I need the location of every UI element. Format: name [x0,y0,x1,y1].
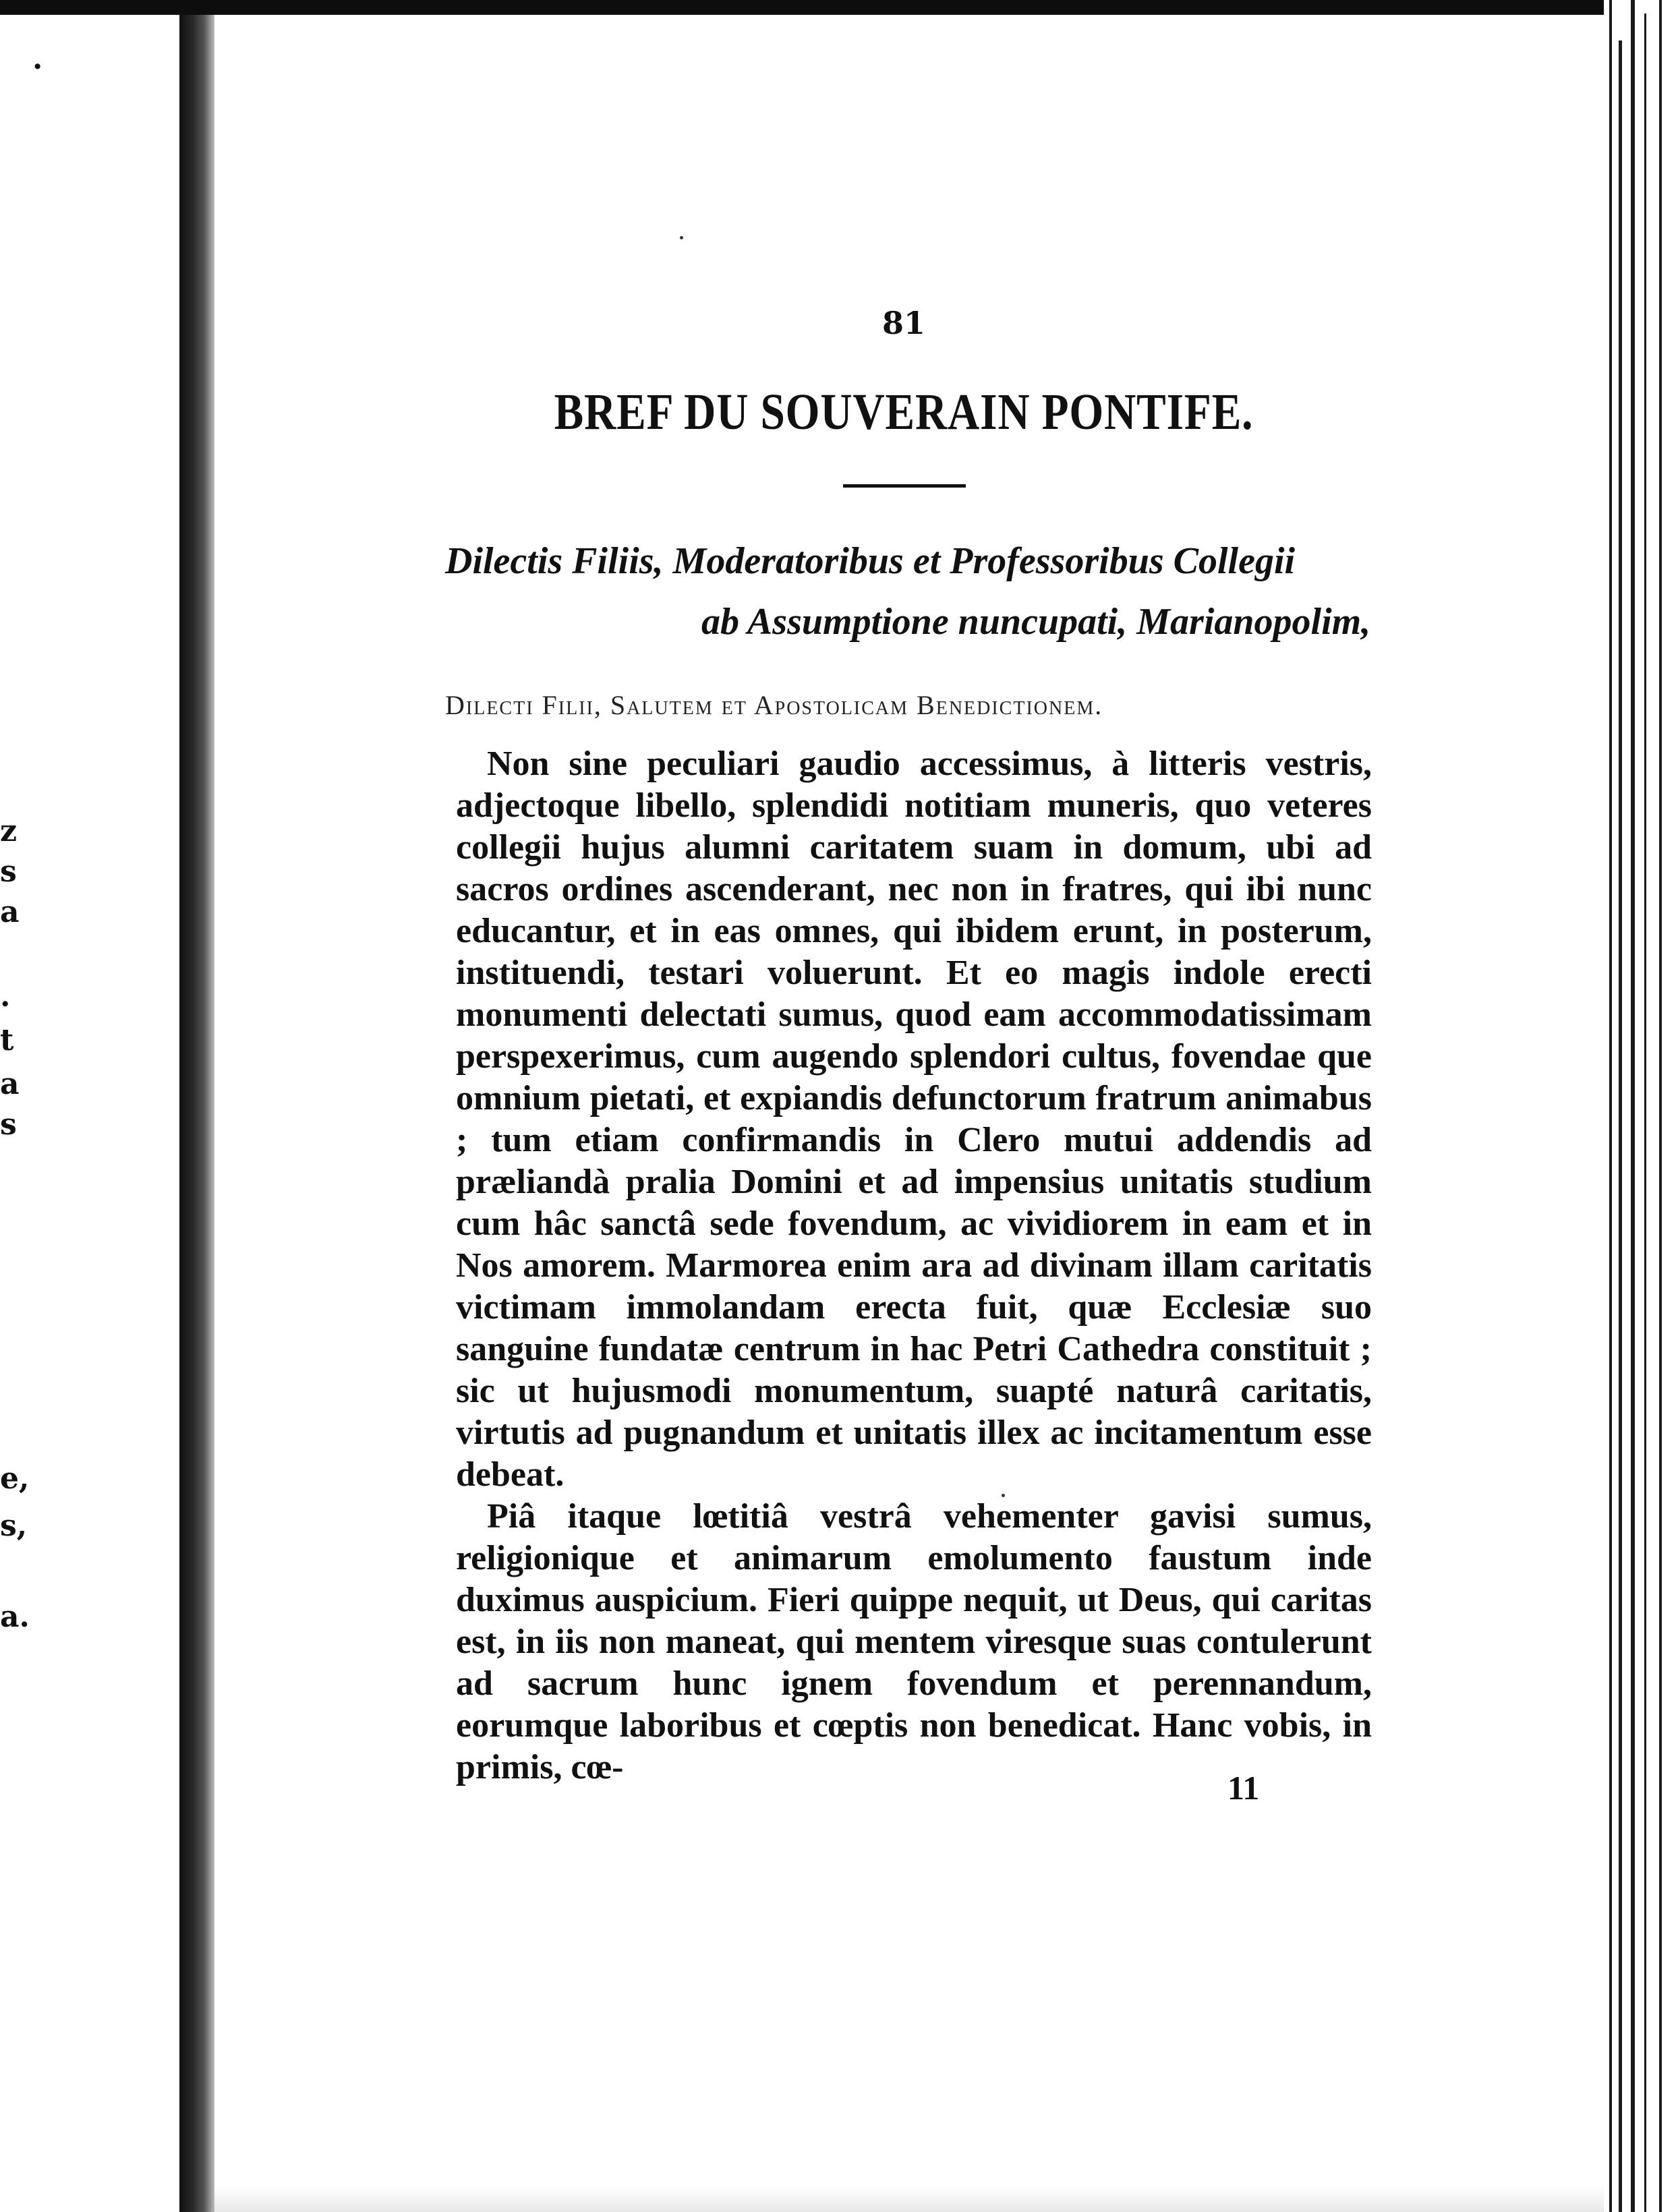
edge-fragment: t [0,1023,14,1057]
page-edge-line [1659,0,1662,2212]
scan-speck [680,236,683,239]
page-edge-line [1619,40,1622,2212]
page-bottom-shade [214,2185,1604,2212]
body-text [456,743,1372,1788]
signature-mark: 11 [1227,1769,1260,1807]
paragraph: Piâ itaque lœtitiâ vestrâ vehementer gavisi sumus, religionique et animarum emolumento faustum inde duximus auspicium. Fieri quippe nequit, ut Deus, qui caritas est, in iis non maneat, qui mentem viresque suas contulerunt ad sacrum hunc ignem fovendum et perennandum, eorumque laboribus et cœptis non benedicat. Hanc vobis, in primis, cœ- [456,1497,1372,1786]
book-gutter [179,15,214,2212]
previous-page-edge [0,15,189,2212]
page-title: BREF DU SOUVERAIN PONTIFE. [554,384,1254,440]
edge-fragment: s [0,854,17,889]
edge-fragment: s, [0,1509,28,1543]
edge-fragment: . [32,42,43,76]
page-edges-right [1604,0,1678,2212]
address-line-1: Dilectis Filiis, Moderatoribus et Professoribus Collegii [445,540,1296,582]
edge-fragment: a. [0,1600,30,1634]
scan-top-border [0,0,1678,15]
title-rule [843,484,966,488]
address-line-2: ab Assumptione nuncupati, Marianopolim, [701,601,1371,643]
edge-fragment: s [0,1107,17,1142]
edge-fragment: a [0,1067,20,1101]
page-edge-line [1631,0,1635,2212]
page-edge-line [1644,13,1646,2212]
edge-fragment: e, [0,1461,30,1496]
page-edge-line [1609,0,1612,2212]
paragraph: Non sine peculiari gaudio accessimus, à litteris vestris, adjectoque libello, splendidi notitiam muneris, quo veteres collegii hujus alumni caritatem suam in domum, ubi ad sacros ordines ascenderant, nec non in fratres, qui ibi nunc educantur, et in eas omnes, qui ibidem erunt, in posterum, instituendi, testari voluerunt. Et eo magis indole erecti monumenti delectati sumus, quod eam accommodatissimam perspexerimus, cum augendo splendori cultus, fovendae que omnium pietati, et expiandis defunctorum fratrum animabus ; tum etiam confirmandis in Clero mutui addendis ad præliandà pralia Domini et ad impensius unitatis studium cum hâc sanctâ sede fovendum, ac vividiorem in eam et in Nos amorem. Marmorea enim ara ad divinam illam caritatis victimam immolandam erecta fuit, quæ Ecclesiæ suo sanguine fundatæ centrum in hac Petri Cathedra constituit ; sic ut hujusmodi monumentum, suapté naturâ caritatis, virtutis ad pugnandum et unitatis illex ac incitamentum esse debeat. [456,745,1372,1494]
edge-fragment: . [0,979,11,1014]
edge-fragment: z [0,814,17,848]
edge-fragment: a [0,895,20,929]
salutation: Dilecti Filii, Salutem et Apostolicam Benedictionem. [445,690,1103,720]
page-number: 81 [881,305,925,341]
